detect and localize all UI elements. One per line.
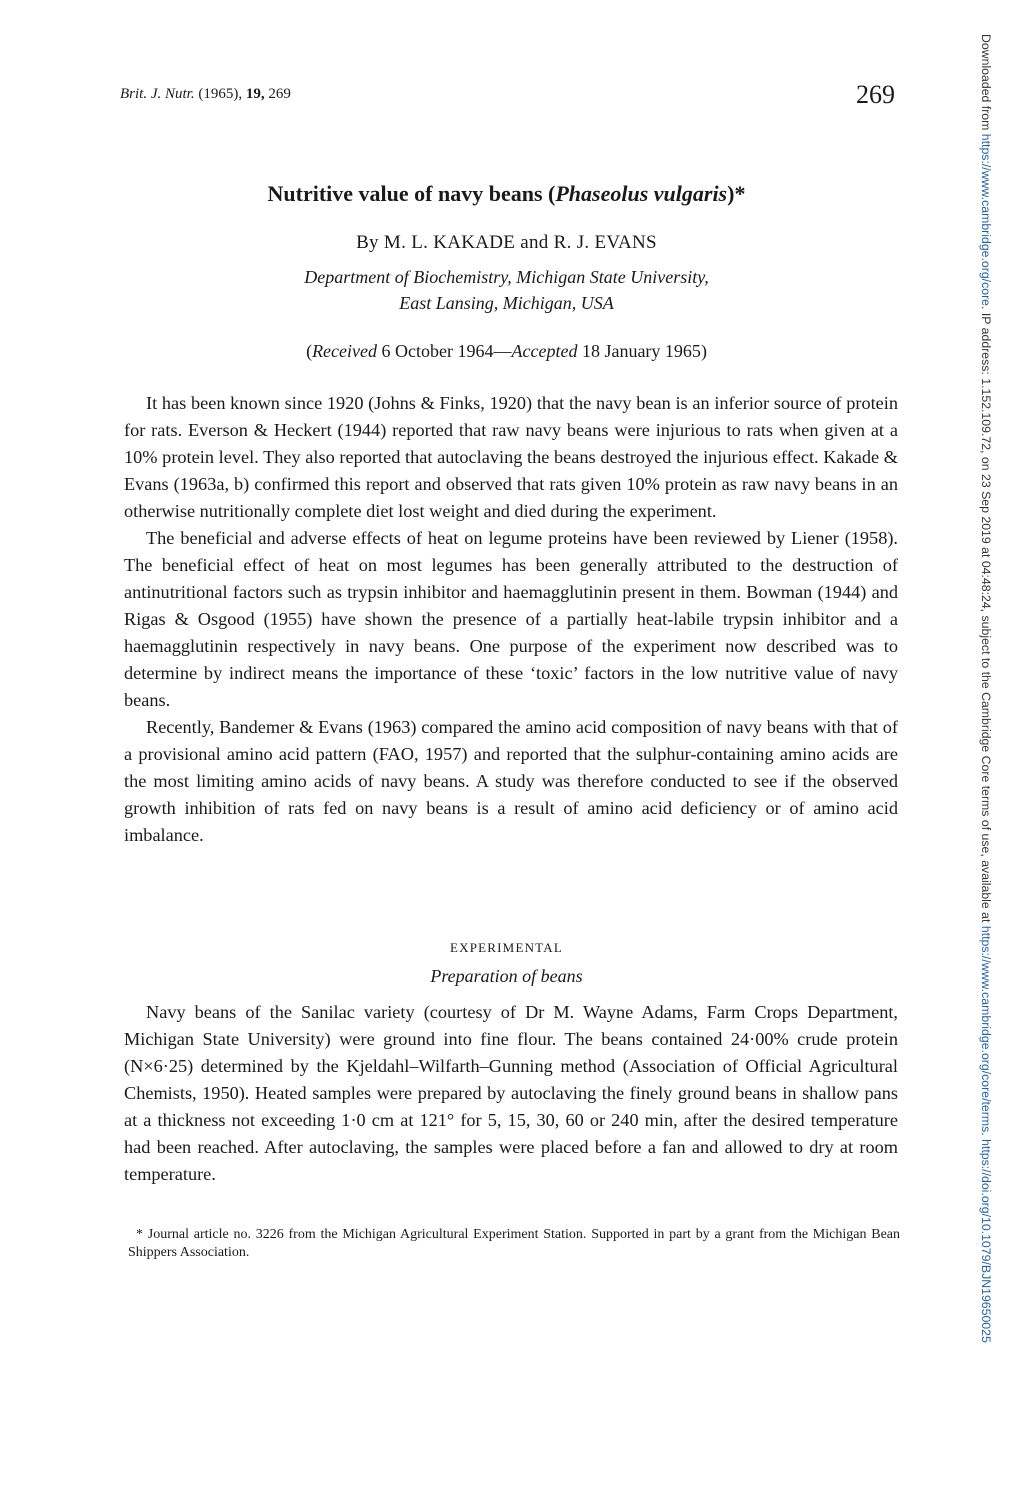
title-prefix: Nutritive value of navy beans (	[267, 181, 556, 206]
terms-link[interactable]: https://www.cambridge.org/core/terms	[979, 925, 993, 1133]
accepted-date: 18 January 1965	[581, 341, 701, 361]
journal-page-ref: 269	[268, 86, 291, 102]
received-dates: (Received 6 October 1964—Accepted 18 January 1965)	[306, 341, 707, 361]
journal-volume: 19,	[245, 86, 265, 102]
affiliation	[0, 264, 1013, 316]
intro-paragraph-1: It has been known since 1920 (Johns & Finks, 1920) that the navy bean is an inferior source of protein for rats. Everson & Heckert (1944) reported that raw navy beans were injurious to rats when given at a 10% protein level. They also reported that autoclaving the beans destroyed the injurious effect. Kakade & Evans (1963a, b) confirmed this report and observed that rats given 10% protein as raw navy beans in an otherwise nutritionally complete diet lost weight and died during the experiment.	[124, 393, 898, 521]
intro-paragraph-3: Recently, Bandemer & Evans (1963) compared the amino acid composition of navy beans with that of a provisional amino acid pattern (FAO, 1957) and reported that the sulphur-containing amino acids are the most limiting amino acids of navy beans. A study was therefore conducted to see if the observed growth inhibition of rats fed on navy beans is a result of amino acid deficiency or of amino acid imbalance.	[124, 717, 898, 845]
download-middle: . IP address: 1.152.109.72, on 23 Sep 2019 at 04:48:24, subject to the Cambridge Core terms of use, available at	[979, 306, 993, 926]
subsection-heading-preparation: Preparation of beans	[430, 966, 583, 986]
footnote-text: * Journal article no. 3226 from the Michigan Agricultural Experiment Station. Supported in part by a grant from the Michigan Bean Shippers Association.	[128, 1227, 900, 1260]
introduction	[124, 390, 898, 849]
article-title	[0, 181, 1013, 207]
download-prefix: Downloaded from	[979, 34, 993, 134]
journal-abbrev: Brit. J. Nutr.	[120, 86, 195, 102]
intro-paragraph-2: The beneficial and adverse effects of heat on legume proteins have been reviewed by Liener (1958). The beneficial effect of heat on most legumes has been generally attributed to the destruction of antinutritional factors such as trypsin inhibitor and haemagglutinin present in them. Bowman (1944) and Rigas & Osgood (1955) have shown the presence of a partially heat-labile trypsin inhibitor and a haemagglutinin respectively in navy beans. One purpose of the experiment now described was to determine by indirect means the importance of these ‘toxic’ factors in the low nutritive value of navy beans.	[124, 528, 898, 710]
section-heading-experimental: EXPERIMENTAL	[449, 940, 564, 955]
title-suffix: )*	[727, 181, 746, 206]
accepted-label: Accepted	[511, 341, 578, 361]
download-sep: .	[979, 1132, 993, 1140]
footnote	[128, 1226, 900, 1262]
cambridge-core-link[interactable]: https://www.cambridge.org/core	[979, 133, 993, 307]
title-species: Phaseolus vulgaris	[555, 181, 728, 206]
download-notice	[975, 34, 997, 1454]
received-label: Received	[312, 341, 378, 361]
journal-citation	[120, 86, 291, 103]
affiliation-line-2: East Lansing, Michigan, USA	[399, 293, 614, 313]
authors: By M. L. KAKADE and R. J. EVANS	[356, 232, 657, 253]
methods-paragraph: Navy beans of the Sanilac variety (courtesy of Dr M. Wayne Adams, Farm Crops Department, Michigan State University) were ground into fine flour. The beans contained 24·00% crude protein (N×6·25) determined by the Kjeldahl–Wilfarth–Gunning method (Association of Official Agricultural Chemists, 1950). Heated samples were prepared by autoclaving the finely ground beans in shallow pans at a thickness not exceeding 1·0 cm at 121° for 5, 15, 30, 60 or 240 min, after the desired temperature had been reached. After autoclaving, the samples were placed before a fan and allowed to dry at room temperature.	[124, 1002, 898, 1184]
journal-year: (1965),	[198, 86, 243, 102]
received-date: 6 October 1964	[381, 341, 494, 361]
page-number: 269	[856, 80, 895, 109]
doi-link[interactable]: https://doi.org/10.1079/BJN19650025	[979, 1139, 993, 1343]
affiliation-line-1: Department of Biochemistry, Michigan State University,	[304, 267, 709, 287]
methods-section	[124, 999, 898, 1188]
